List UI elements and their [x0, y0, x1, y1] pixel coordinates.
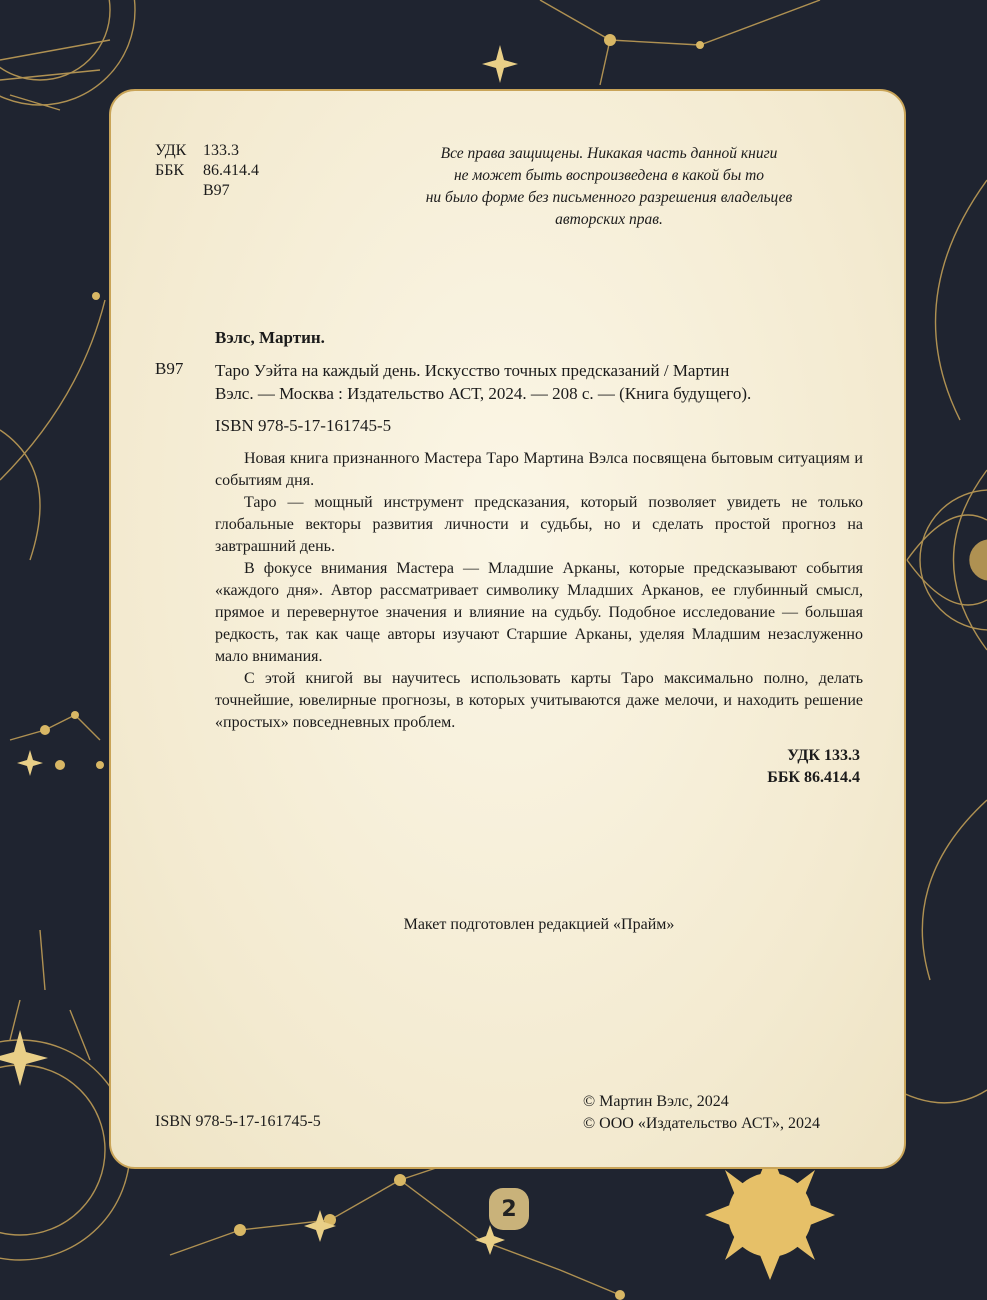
rights-line: авторских прав. — [555, 211, 663, 228]
udk-value: 133.3 — [203, 142, 239, 159]
annotation-paragraph: В фокусе внимания Мастера — Младшие Арканы, которые предсказывают события «каждого дня». Автор рассматривает символику Младших Арканов, ее глубинный смысл, прямое и перевернутое значения и влияние на судьбу. Подобное исследование — большая редкость, так как чаще авторы изучают Старшие Арканы, уделяя Младшим незаслуженно мало внимания. — [215, 560, 863, 665]
annotation — [215, 448, 863, 734]
rights-line: ни было форме без письменного разрешения владельцев — [425, 189, 793, 206]
sun-icon — [705, 1150, 835, 1280]
bbk-value: 86.414.4 — [203, 162, 259, 179]
copyright-page-card — [109, 89, 906, 1169]
catalog-author: Вэлс, Мартин. — [215, 328, 325, 347]
bottom-bbk: ББК 86.414.4 — [767, 769, 860, 786]
star-icon — [17, 750, 43, 776]
udk-label: УДК — [155, 142, 187, 159]
author-mark: В97 — [203, 182, 230, 199]
footer-isbn: ISBN 978-5-17-161745-5 — [155, 1113, 321, 1130]
constellation-icon — [540, 0, 820, 45]
annotation-paragraph: Таро — мощный инструмент предсказания, который позволяет увидеть не только глобальные векторы развития личности и судьбы, но и сделать простой прогноз на завтрашний день. — [215, 494, 863, 555]
eye-icon — [970, 540, 987, 580]
catalog-isbn: ISBN 978-5-17-161745-5 — [215, 416, 392, 435]
bbk-label: ББК — [155, 162, 185, 179]
page-number: 2 — [489, 1188, 529, 1230]
maket-credit: Макет подготовлен редакцией «Прайм» — [403, 916, 675, 933]
classification-codes — [155, 141, 259, 201]
sun-icon — [0, 0, 135, 105]
catalog-title — [215, 359, 863, 405]
copyright-author: © Мартин Вэлс, 2024 — [583, 1093, 729, 1110]
star-icon — [482, 45, 518, 83]
catalog-title-line: Вэлс. — Москва : Издательство АСТ, 2024. — 208 с. — (Книга будущего). — [215, 384, 752, 403]
bottom-codes — [767, 745, 860, 789]
copyright-publisher: © ООО «Издательство АСТ», 2024 — [583, 1115, 820, 1132]
rights-line: не может быть воспроизведена в какой бы то — [453, 167, 765, 184]
star-icon — [0, 1030, 48, 1086]
catalog-title-line: Таро Уэйта на каждый день. Искусство точных предсказаний / Мартин — [215, 361, 730, 380]
annotation-paragraph: Новая книга признанного Мастера Таро Мартина Вэлса посвящена бытовым ситуациям и событиям дня. — [215, 450, 863, 489]
rights-notice — [409, 143, 809, 231]
copyright-block — [583, 1091, 820, 1135]
rights-line: Все права защищены. Никакая часть данной книги — [440, 145, 778, 162]
annotation-paragraph: С этой книгой вы научитесь использовать карты Таро максимально полно, делать точнейшие, ювелирные прогнозы, в которых учитываются даже мелочи, и находить решение «простых» повседневных проблем. — [215, 670, 863, 731]
catalog-mark: В97 — [155, 359, 184, 378]
bottom-udk: УДК 133.3 — [787, 747, 860, 764]
